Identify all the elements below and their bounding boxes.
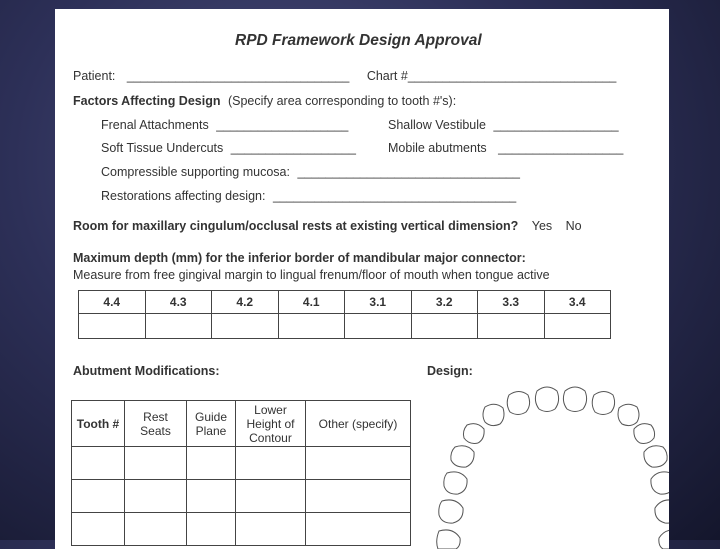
frenal-row	[101, 118, 348, 132]
abutment-cell[interactable]	[236, 480, 306, 513]
patient-label: Patient:	[73, 69, 116, 83]
tooth-outline	[563, 387, 586, 412]
guide-plane-header	[187, 401, 236, 447]
abutment-cell[interactable]	[306, 447, 411, 480]
abutment-cell[interactable]	[72, 447, 125, 480]
tooth-col-header: 4.4	[79, 291, 146, 314]
chart-label: Chart #	[366, 69, 408, 83]
abutment-heading: Abutment Modifications:	[73, 364, 220, 378]
depth-cell[interactable]	[411, 314, 478, 339]
factors-heading: Factors Affecting Design	[73, 94, 221, 108]
abutment-row	[72, 480, 411, 513]
depth-cell[interactable]	[278, 314, 345, 339]
lower-height-header	[236, 401, 306, 447]
tooth-outline	[451, 446, 474, 467]
tooth-outline	[659, 530, 669, 549]
tooth-number-header: Tooth #	[72, 401, 125, 447]
soft-tissue-label: Soft Tissue Undercuts	[101, 141, 224, 155]
depth-heading: Maximum depth (mm) for the inferior border of mandibular major connector:	[73, 251, 526, 265]
restorations-blank[interactable]: ___________________________________	[272, 189, 517, 203]
depth-table	[78, 290, 611, 339]
tooth-col-header: 3.4	[544, 291, 611, 314]
abutment-cell[interactable]	[125, 480, 187, 513]
abutment-row	[72, 513, 411, 546]
compressible-blank[interactable]: ________________________________	[297, 165, 520, 179]
mobile-label: Mobile abutments	[388, 141, 487, 155]
compressible-row	[101, 165, 520, 179]
tooth-col-header: 3.2	[411, 291, 478, 314]
tooth-outline	[535, 387, 558, 412]
rest-seats-line: Rest	[143, 409, 168, 424]
tooth-outline	[618, 404, 639, 425]
depth-cell[interactable]	[79, 314, 146, 339]
abutment-cell[interactable]	[72, 513, 125, 546]
dental-arch-diagram[interactable]	[433, 377, 669, 549]
mobile-blank[interactable]: __________________	[498, 141, 624, 155]
mobile-row	[388, 141, 623, 155]
tooth-outline	[644, 446, 667, 467]
tooth-outline	[437, 530, 460, 549]
room-yes-option[interactable]: Yes	[531, 219, 553, 233]
abutment-cell[interactable]	[236, 513, 306, 546]
lower-height-line: Height of	[246, 416, 295, 431]
abutment-row	[72, 447, 411, 480]
tooth-outline	[507, 392, 529, 415]
tooth-col-header: 3.1	[345, 291, 412, 314]
depth-cell[interactable]	[544, 314, 611, 339]
rest-seats-header	[125, 401, 187, 447]
compressible-label: Compressible supporting mucosa:	[101, 165, 290, 179]
tooth-outline	[483, 404, 504, 425]
patient-blank[interactable]: ________________________________	[126, 69, 350, 83]
abutment-cell[interactable]	[306, 513, 411, 546]
form-title: RPD Framework Design Approval	[235, 32, 482, 49]
abutment-header-row	[72, 401, 411, 447]
room-row	[73, 219, 582, 233]
depth-cell[interactable]	[212, 314, 279, 339]
shallow-blank[interactable]: __________________	[493, 118, 619, 132]
factors-heading-row	[73, 94, 456, 108]
room-no-option[interactable]: No	[565, 219, 582, 233]
factors-note: (Specify area corresponding to tooth #'s):	[227, 94, 457, 108]
depth-value-row	[79, 314, 611, 339]
abutment-cell[interactable]	[125, 513, 187, 546]
guide-plane-line: Plane	[195, 423, 227, 438]
abutment-cell[interactable]	[187, 480, 236, 513]
form-page	[55, 9, 669, 549]
tooth-outline	[651, 472, 669, 494]
depth-cell[interactable]	[478, 314, 545, 339]
tooth-col-header: 4.3	[145, 291, 212, 314]
depth-note: Measure from free gingival margin to lingual frenum/floor of mouth when tongue active	[73, 268, 550, 282]
tooth-outline	[655, 500, 669, 523]
tooth-outline	[463, 424, 484, 444]
shallow-row	[388, 118, 619, 132]
soft-tissue-row	[101, 141, 356, 155]
restorations-label: Restorations affecting design:	[101, 189, 266, 203]
rest-seats-line: Seats	[140, 423, 171, 438]
depth-cell[interactable]	[345, 314, 412, 339]
other-specify-header: Other (specify)	[306, 401, 411, 447]
lower-height-line: Lower	[254, 402, 287, 417]
tooth-outline	[634, 424, 655, 444]
depth-header-row	[79, 291, 611, 314]
abutment-cell[interactable]	[125, 447, 187, 480]
chart-blank[interactable]: ______________________________	[407, 69, 617, 83]
tooth-outline	[439, 500, 463, 523]
design-heading: Design:	[427, 364, 473, 378]
restorations-row	[101, 189, 516, 203]
tooth-col-header: 3.3	[478, 291, 545, 314]
guide-plane-line: Guide	[194, 409, 228, 424]
abutment-table	[71, 400, 411, 546]
tooth-outline	[444, 472, 467, 494]
room-question: Room for maxillary cingulum/occlusal rests at existing vertical dimension?	[73, 219, 519, 233]
tooth-col-header: 4.1	[278, 291, 345, 314]
soft-tissue-blank[interactable]: __________________	[230, 141, 356, 155]
abutment-cell[interactable]	[187, 447, 236, 480]
tooth-col-header: 4.2	[212, 291, 279, 314]
abutment-cell[interactable]	[72, 480, 125, 513]
tooth-outline	[592, 392, 614, 415]
depth-cell[interactable]	[145, 314, 212, 339]
patient-row	[73, 69, 616, 83]
abutment-cell[interactable]	[306, 480, 411, 513]
lower-height-line: Contour	[249, 430, 292, 445]
frenal-label: Frenal Attachments	[101, 118, 209, 132]
shallow-label: Shallow Vestibule	[388, 118, 486, 132]
abutment-cell[interactable]	[187, 513, 236, 546]
frenal-blank[interactable]: ___________________	[216, 118, 349, 132]
abutment-cell[interactable]	[236, 447, 306, 480]
